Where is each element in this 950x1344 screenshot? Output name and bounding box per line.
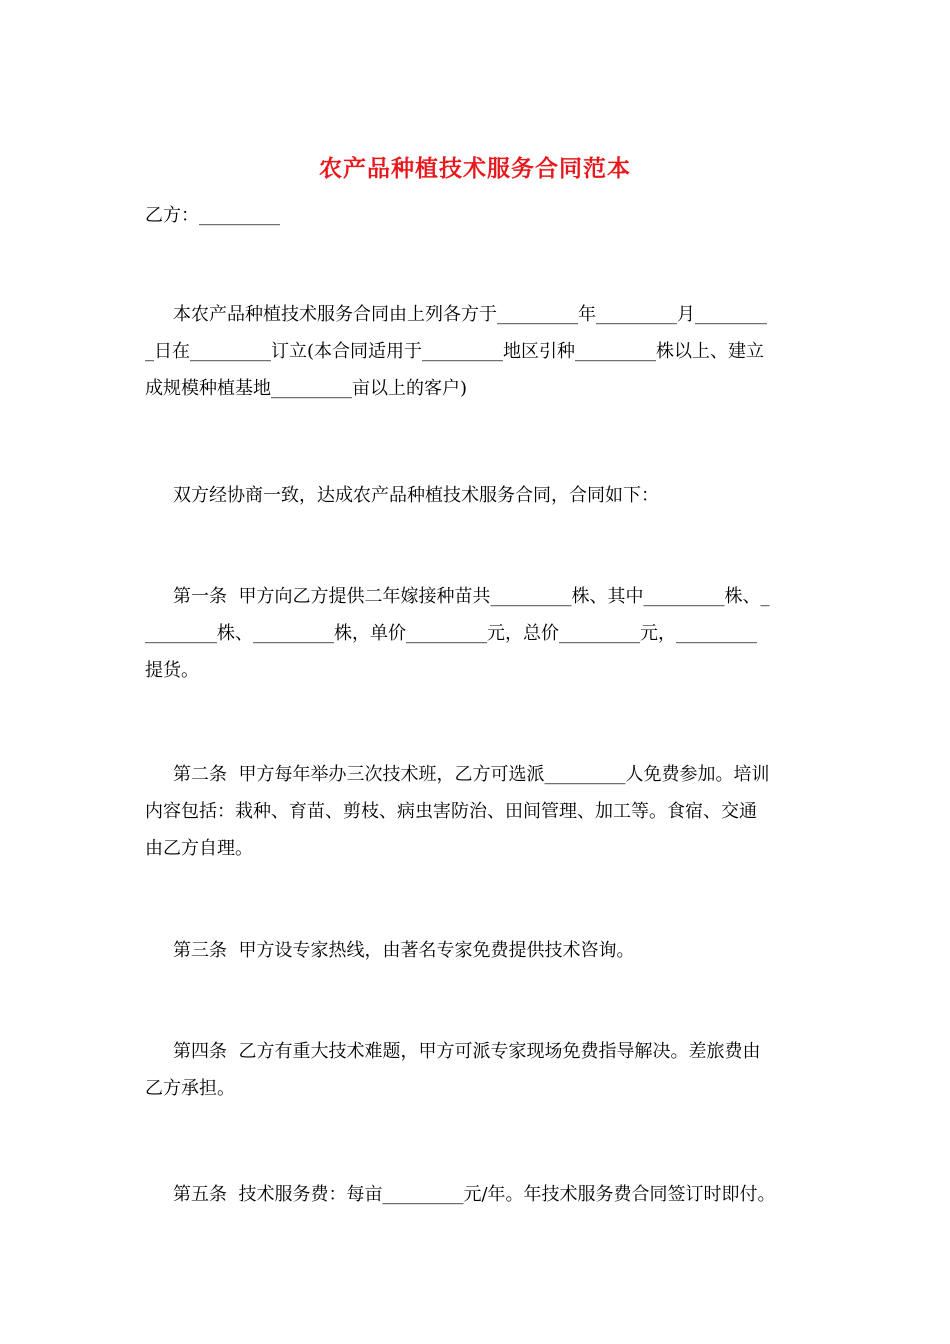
article-1-paragraph bbox=[145, 578, 810, 689]
consensus-paragraph bbox=[145, 477, 810, 514]
document-title: 农产品种植技术服务合同范本 bbox=[319, 155, 631, 182]
article-2-line-1: 第二条 甲方每年举办三次技术班，乙方可选派_________人免费参加。培训 bbox=[173, 764, 770, 785]
article-4-line-1: 第四条 乙方有重大技术难题，甲方可派专家现场免费指导解决。差旅费由 bbox=[173, 1041, 761, 1062]
intro-line-2: _日在_________订立(本合同适用于_________地区引种_________株以上、建立 bbox=[145, 341, 765, 362]
article-2-line-3: 由乙方自理。 bbox=[145, 838, 253, 859]
intro-line-1: 本农产品种植技术服务合同由上列各方于_________年_________月________ bbox=[173, 304, 767, 325]
party-b-line: 乙方：_________ bbox=[145, 205, 280, 226]
consensus-line-1: 双方经协商一致，达成农产品种植技术服务合同，合同如下： bbox=[173, 485, 659, 506]
article-3-paragraph bbox=[145, 932, 810, 969]
article-5-line-1: 第五条 技术服务费：每亩_________元/年。年技术服务费合同签订时即付。 bbox=[173, 1184, 776, 1205]
article-4-paragraph bbox=[145, 1033, 810, 1107]
article-4-line-2: 乙方承担。 bbox=[145, 1078, 235, 1099]
article-2-line-2: 内容包括：栽种、育苗、剪枝、病虫害防治、田间管理、加工等。食宿、交通 bbox=[145, 801, 757, 822]
article-1-line-1: 第一条 甲方向乙方提供二年嫁接种苗共_________株、其中_________株、_ bbox=[173, 586, 770, 607]
article-5-paragraph bbox=[145, 1176, 810, 1213]
article-3-line-1: 第三条 甲方设专家热线，由著名专家免费提供技术咨询。 bbox=[173, 940, 635, 961]
intro-line-3: 成规模种植基地_________亩以上的客户) bbox=[145, 378, 468, 399]
intro-paragraph bbox=[145, 296, 810, 407]
article-1-line-3: 提货。 bbox=[145, 660, 199, 681]
article-1-line-2: ________株、_________株，单价_________元，总价_________元，_________ bbox=[145, 623, 757, 644]
article-2-paragraph bbox=[145, 756, 810, 867]
